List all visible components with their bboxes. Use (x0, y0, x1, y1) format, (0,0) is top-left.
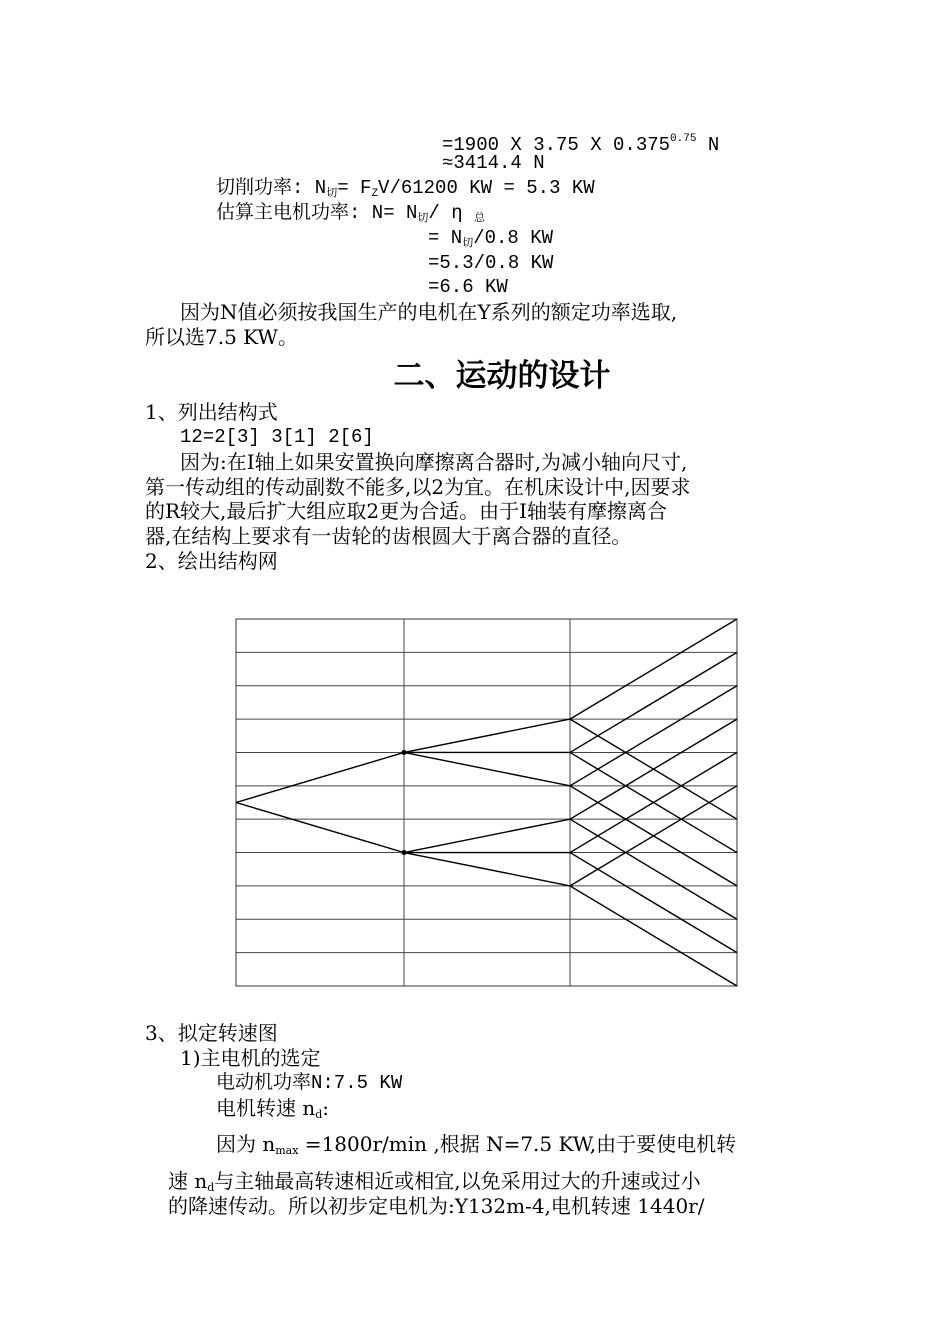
paragraph-line: 所以选7.5 KW。 (145, 325, 298, 349)
section-title: 二、运动的设计 (393, 358, 611, 394)
paragraph-line: 因为N值必须按我国生产的电机在Y系列的额定功率选取, (180, 300, 678, 324)
transmission-line (404, 853, 570, 886)
paragraph-line: 第一传动组的传动副数不能多,以2为宜。在机床设计中,因要求 (145, 475, 691, 499)
transmission-line (404, 752, 570, 785)
motor-power-line: 估算主电机功率: $N= N_切/$ η $_总$ (216, 202, 486, 225)
transmission-line (570, 619, 737, 719)
paragraph-line: 器,在结构上要求有一齿轮的齿根圆大于离合器的直径。 (145, 524, 632, 548)
subsection-heading: 1)主电机的选定 (180, 1046, 321, 1070)
speed-node (402, 850, 407, 855)
motor-power-value: 电动机功率N:7.5 KW (216, 1072, 403, 1094)
paragraph-line: 的降速传动。所以初步定电机为:Y132m-4,电机转速 1440r/ (168, 1194, 705, 1218)
calc-line-eq2: =5.3/0.8 KW (428, 252, 554, 274)
transmission-line (570, 686, 737, 786)
section1-heading: 1、列出结构式 (145, 400, 278, 424)
transmission-line (570, 819, 737, 919)
transmission-line (236, 803, 404, 853)
transmission-line (404, 719, 570, 752)
calc-line-eq3: =6.6 KW (428, 276, 508, 298)
transmission-line (570, 886, 737, 986)
speed-node (402, 750, 407, 755)
transmission-line (236, 752, 404, 802)
calc-line-2: ≈3414.4 N (442, 152, 545, 174)
transmission-line (570, 853, 737, 953)
paragraph-line: 因为 $n_{max} =1800r/\min$ ,根据 N=7.5 KW,由于要使电机转 (216, 1132, 737, 1157)
section2-heading: 2、绘出结构网 (145, 549, 278, 573)
transmission-line (404, 819, 570, 852)
calc-line-eq1: = $N_切/0.8$ KW (428, 227, 554, 250)
section3-heading: 3、拟定转速图 (145, 1021, 278, 1045)
motor-speed-label: 电机转速 $n_d$: (216, 1096, 330, 1121)
paragraph-line: 速 $n_d$与主轴最高转速相近或相宜,以免采用过大的升速或过小 (168, 1169, 701, 1194)
paragraph-line: 因为:在Ⅰ轴上如果安置换向摩擦离合器时,为减小轴向尺寸, (180, 450, 688, 474)
paragraph-line: 的R较大,最后扩大组应取2更为合适。由于Ⅰ轴装有摩擦离合 (145, 499, 668, 523)
calc-line-1: =1900 X 3.75 X $0.375^{0.75}$ N (442, 133, 720, 156)
transmission-line (570, 652, 737, 752)
cutting-power-line: 切削功率: $N_切= F_ZV/61200$ KW = 5.3 KW (216, 177, 595, 200)
structure-formula: 12=2[3] 3[1] 2[6] (180, 426, 374, 448)
diagram-frame (236, 619, 737, 986)
